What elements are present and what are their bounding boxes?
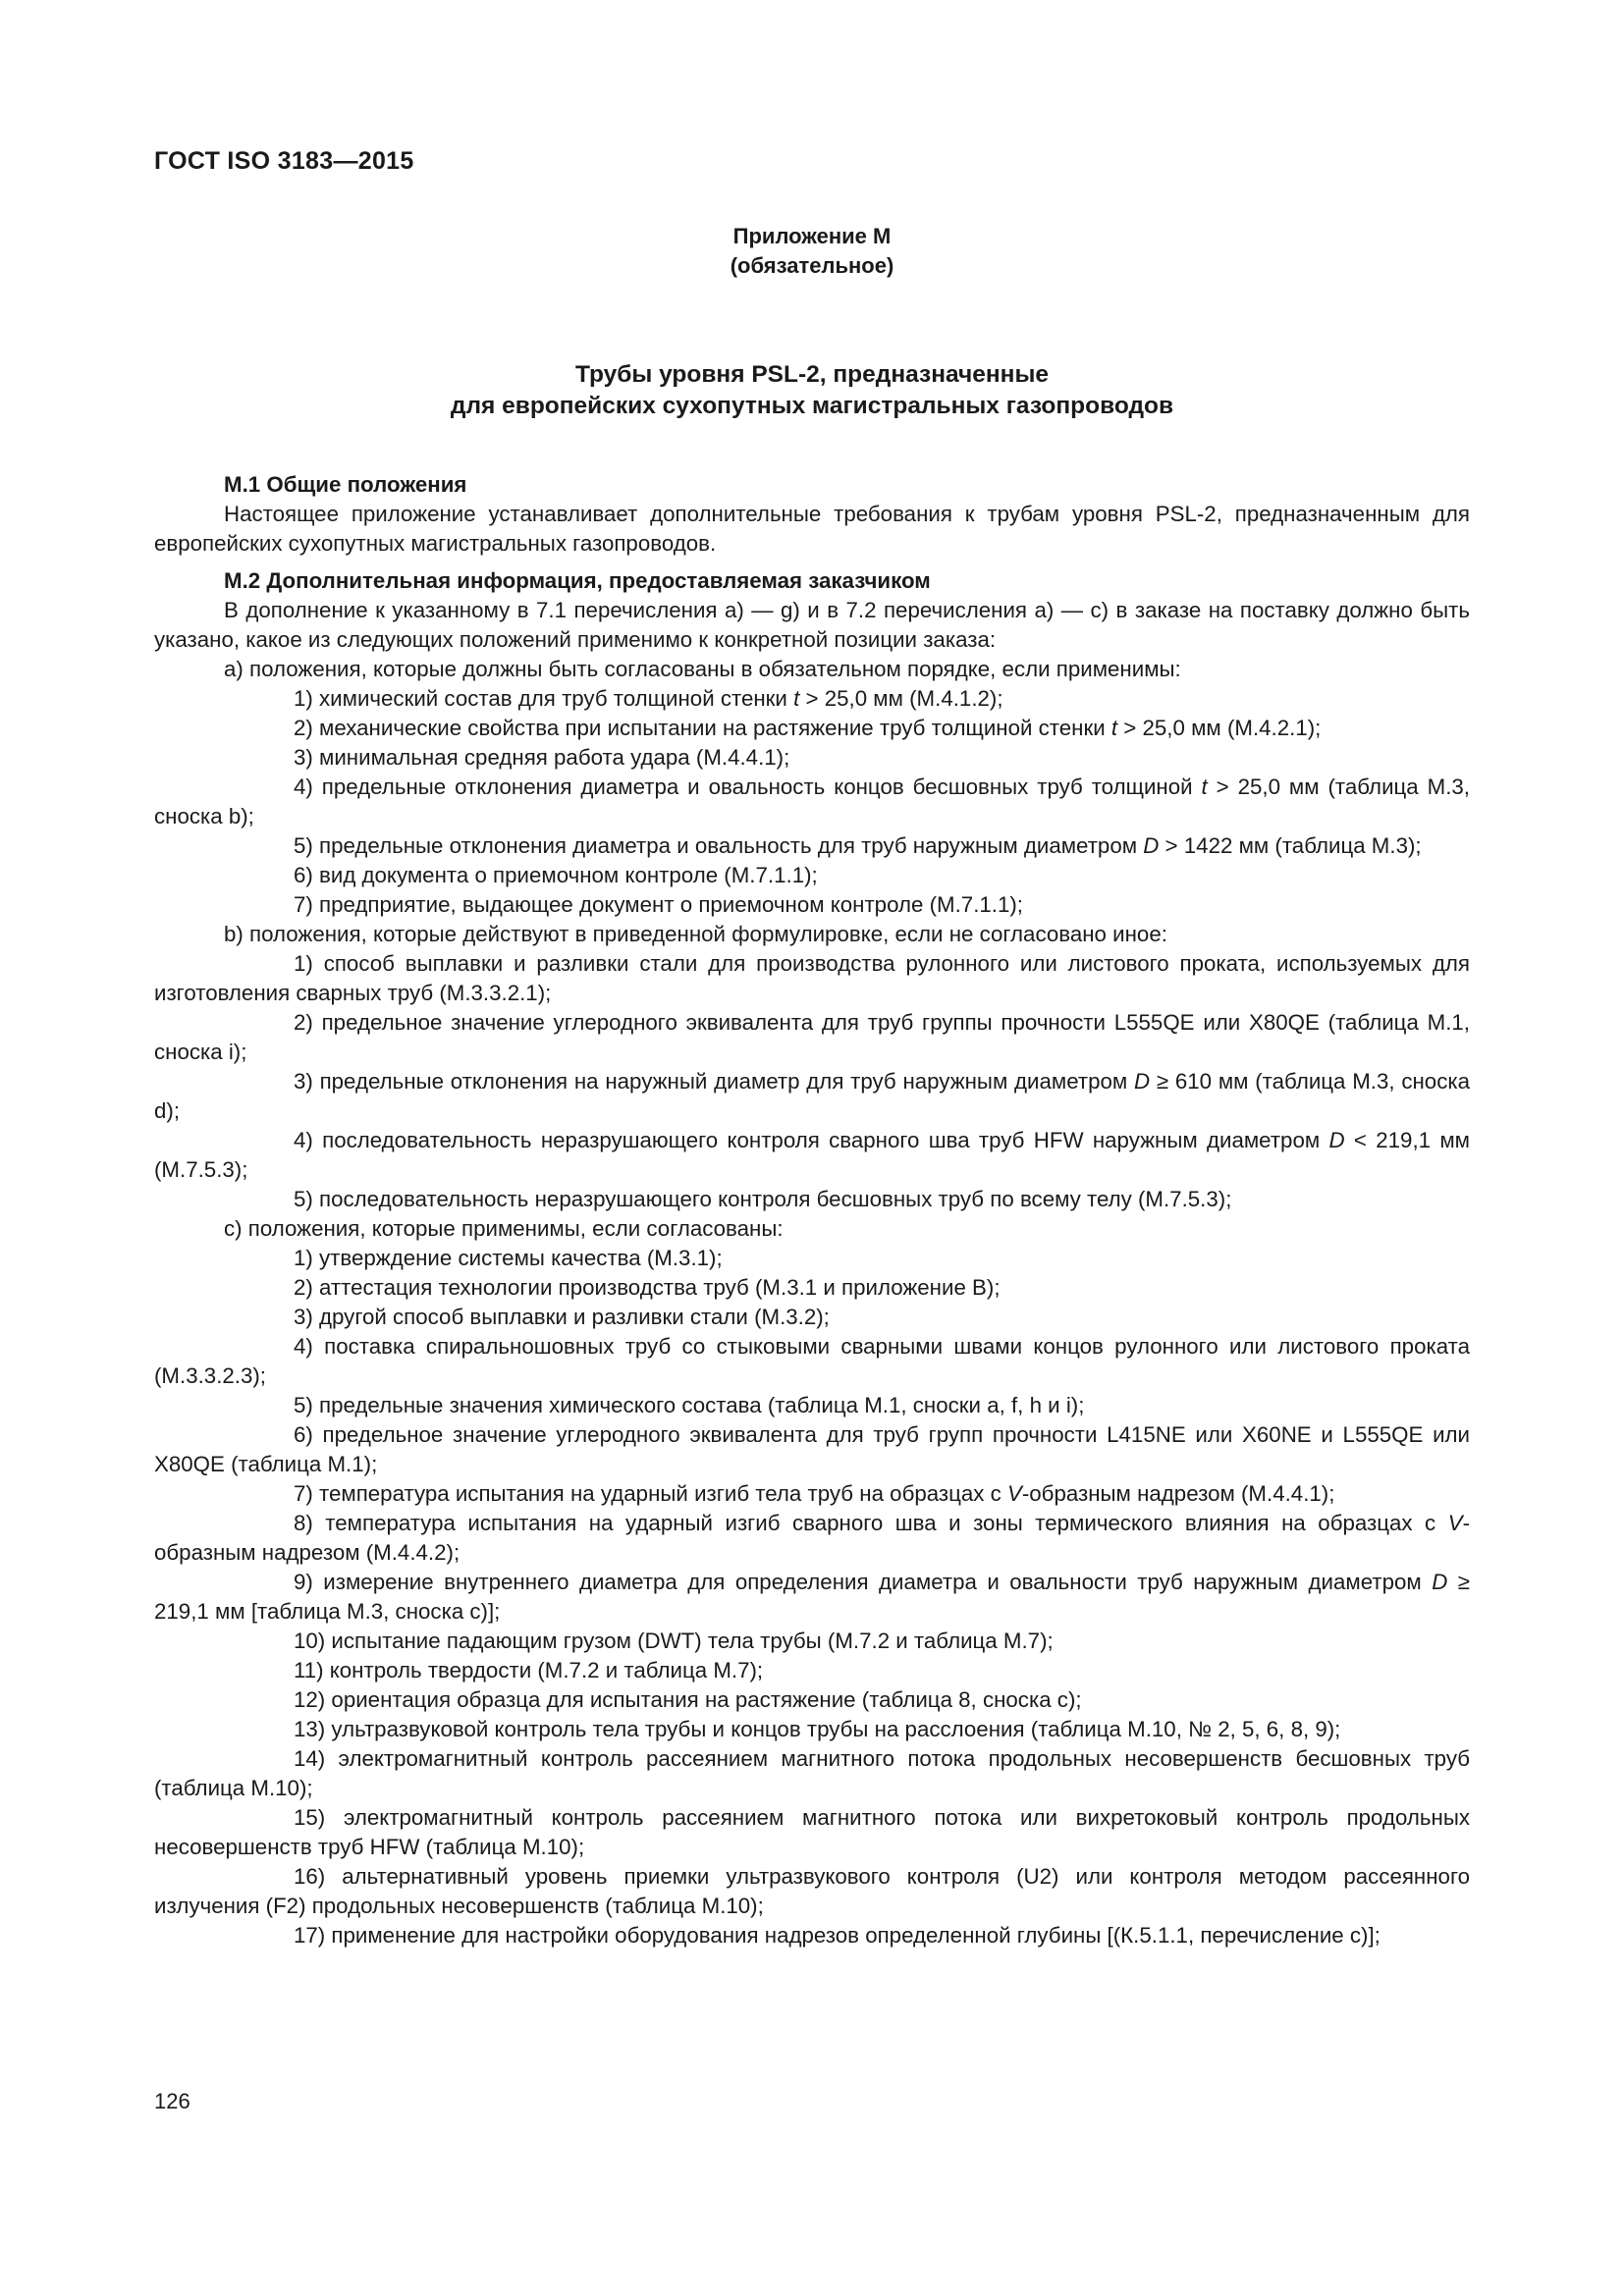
list-a [154, 684, 1470, 920]
list-item: 5) предельные значения химического состава (таблица М.1, сноски а, f, h и i); [294, 1393, 1085, 1417]
annex-title: Приложение М [732, 224, 892, 248]
document-title-line-2: для европейских сухопутных магистральных газопроводов [450, 393, 1174, 419]
section-m1-paragraph: Настоящее приложение устанавливает дополнительные требования к трубам уровня PSL-2, предназначенным для европейских сухопутных магистральных газопроводов. [154, 502, 1470, 556]
list-item: 4) поставка спиральношовных труб со стыковыми сварными швами концов рулонного или листового проката (М.3.3.2.3); [154, 1334, 1470, 1388]
list-item: 3) предельные отклонения на наружный диаметр для труб наружным диаметром D ≥ 610 мм (таблица М.3, сноска d); [154, 1069, 1470, 1123]
list-item: 12) ориентация образца для испытания на растяжение (таблица 8, сноска с); [294, 1687, 1082, 1712]
standard-header: ГОСТ ISO 3183—2015 [154, 147, 414, 175]
list-item: 1) способ выплавки и разливки стали для производства рулонного или листового проката, используемых для изготовления сварных труб (М.3.3.2.1); [154, 951, 1470, 1005]
list-b-label: b) положения, которые действуют в приведенной формулировке, если не согласовано иное: [224, 922, 1167, 946]
list-c-label: с) положения, которые применимы, если согласованы: [224, 1216, 784, 1241]
list-item: 2) механические свойства при испытании на растяжение труб толщиной стенки t > 25,0 мм (М.4.2.1); [294, 716, 1322, 740]
list-a-label: а) положения, которые должны быть согласованы в обязательном порядке, если применимы: [224, 657, 1181, 681]
list-item: 11) контроль твердости (М.7.2 и таблица М.7); [294, 1658, 764, 1682]
list-item: 5) предельные отклонения диаметра и овальность для труб наружным диаметром D > 1422 мм (таблица М.3); [294, 833, 1422, 858]
list-item: 17) применение для настройки оборудования надрезов определенной глубины [(К.5.1.1, перечисление с)]; [294, 1923, 1380, 1948]
list-item: 10) испытание падающим грузом (DWT) тела трубы (М.7.2 и таблица М.7); [294, 1629, 1054, 1653]
list-item: 8) температура испытания на ударный изгиб сварного шва и зоны термического влияния на образцах с V-образным надрезом (М.4.4.2); [154, 1511, 1470, 1565]
list-item: 4) предельные отклонения диаметра и овальность концов бесшовных труб толщиной t > 25,0 мм (таблица М.3, сноска b); [154, 774, 1470, 828]
document-body [154, 470, 1470, 1950]
list-item: 7) температура испытания на ударный изгиб тела труб на образцах с V-образным надрезом (М.4.4.1); [294, 1481, 1335, 1506]
list-item: 9) измерение внутреннего диаметра для определения диаметра и овальности труб наружным диаметром D ≥ 219,1 мм [таблица М.3, сноска с)]; [154, 1570, 1470, 1624]
list-item: 4) последовательность неразрушающего контроля сварного шва труб HFW наружным диаметром D < 219,1 мм (М.7.5.3); [154, 1128, 1471, 1182]
list-b [154, 949, 1470, 1214]
page-number: 126 [154, 2089, 190, 2113]
list-item: 2) предельное значение углеродного эквивалента для труб группы прочности L555QE или X80QE (таблица М.1, сноска i); [154, 1010, 1470, 1064]
list-item: 6) предельное значение углеродного эквивалента для труб групп прочности L415NE или X60NE и L555QE или X80QE (таблица М.1); [154, 1422, 1470, 1476]
list-c [154, 1244, 1470, 1950]
list-item: 7) предприятие, выдающее документ о приемочном контроле (М.7.1.1); [294, 892, 1024, 917]
section-m2-intro: В дополнение к указанному в 7.1 перечисления а) — g) и в 7.2 перечисления а) — с) в заказе на поставку должно быть указано, какое из следующих положений применимо к конкретной позиции заказа: [154, 598, 1470, 652]
list-item: 3) другой способ выплавки и разливки стали (М.3.2); [294, 1305, 830, 1329]
list-item: 15) электромагнитный контроль рассеянием магнитного потока или вихретоковый контроль продольных несовершенств труб HFW (таблица М.10); [154, 1805, 1470, 1859]
list-item: 1) утверждение системы качества (М.3.1); [294, 1246, 723, 1270]
list-item: 16) альтернативный уровень приемки ультразвукового контроля (U2) или контроля методом рассеянного излучения (F2) продольных несовершенств (таблица М.10); [154, 1864, 1470, 1918]
document-title-line-1: Трубы уровня PSL-2, предназначенные [574, 361, 1050, 388]
section-heading-m1: М.1 Общие положения [224, 472, 467, 497]
list-item: 1) химический состав для труб толщиной стенки t > 25,0 мм (М.4.1.2); [294, 686, 1003, 711]
section-heading-m2: М.2 Дополнительная информация, предоставляемая заказчиком [224, 568, 931, 593]
annex-status: (обязательное) [730, 253, 894, 278]
list-item: 2) аттестация технологии производства труб (М.3.1 и приложение В); [294, 1275, 1001, 1300]
list-item: 6) вид документа о приемочном контроле (М.7.1.1); [294, 863, 818, 887]
list-item: 14) электромагнитный контроль рассеянием магнитного потока продольных несовершенств бесшовных труб (таблица М.10); [154, 1746, 1470, 1800]
list-item: 5) последовательность неразрушающего контроля бесшовных труб по всему телу (М.7.5.3); [294, 1187, 1232, 1211]
list-item: 3) минимальная средняя работа удара (М.4.4.1); [294, 745, 790, 770]
list-item: 13) ультразвуковой контроль тела трубы и концов трубы на расслоения (таблица М.10, № 2, 5, 6, 8, 9); [294, 1717, 1341, 1741]
